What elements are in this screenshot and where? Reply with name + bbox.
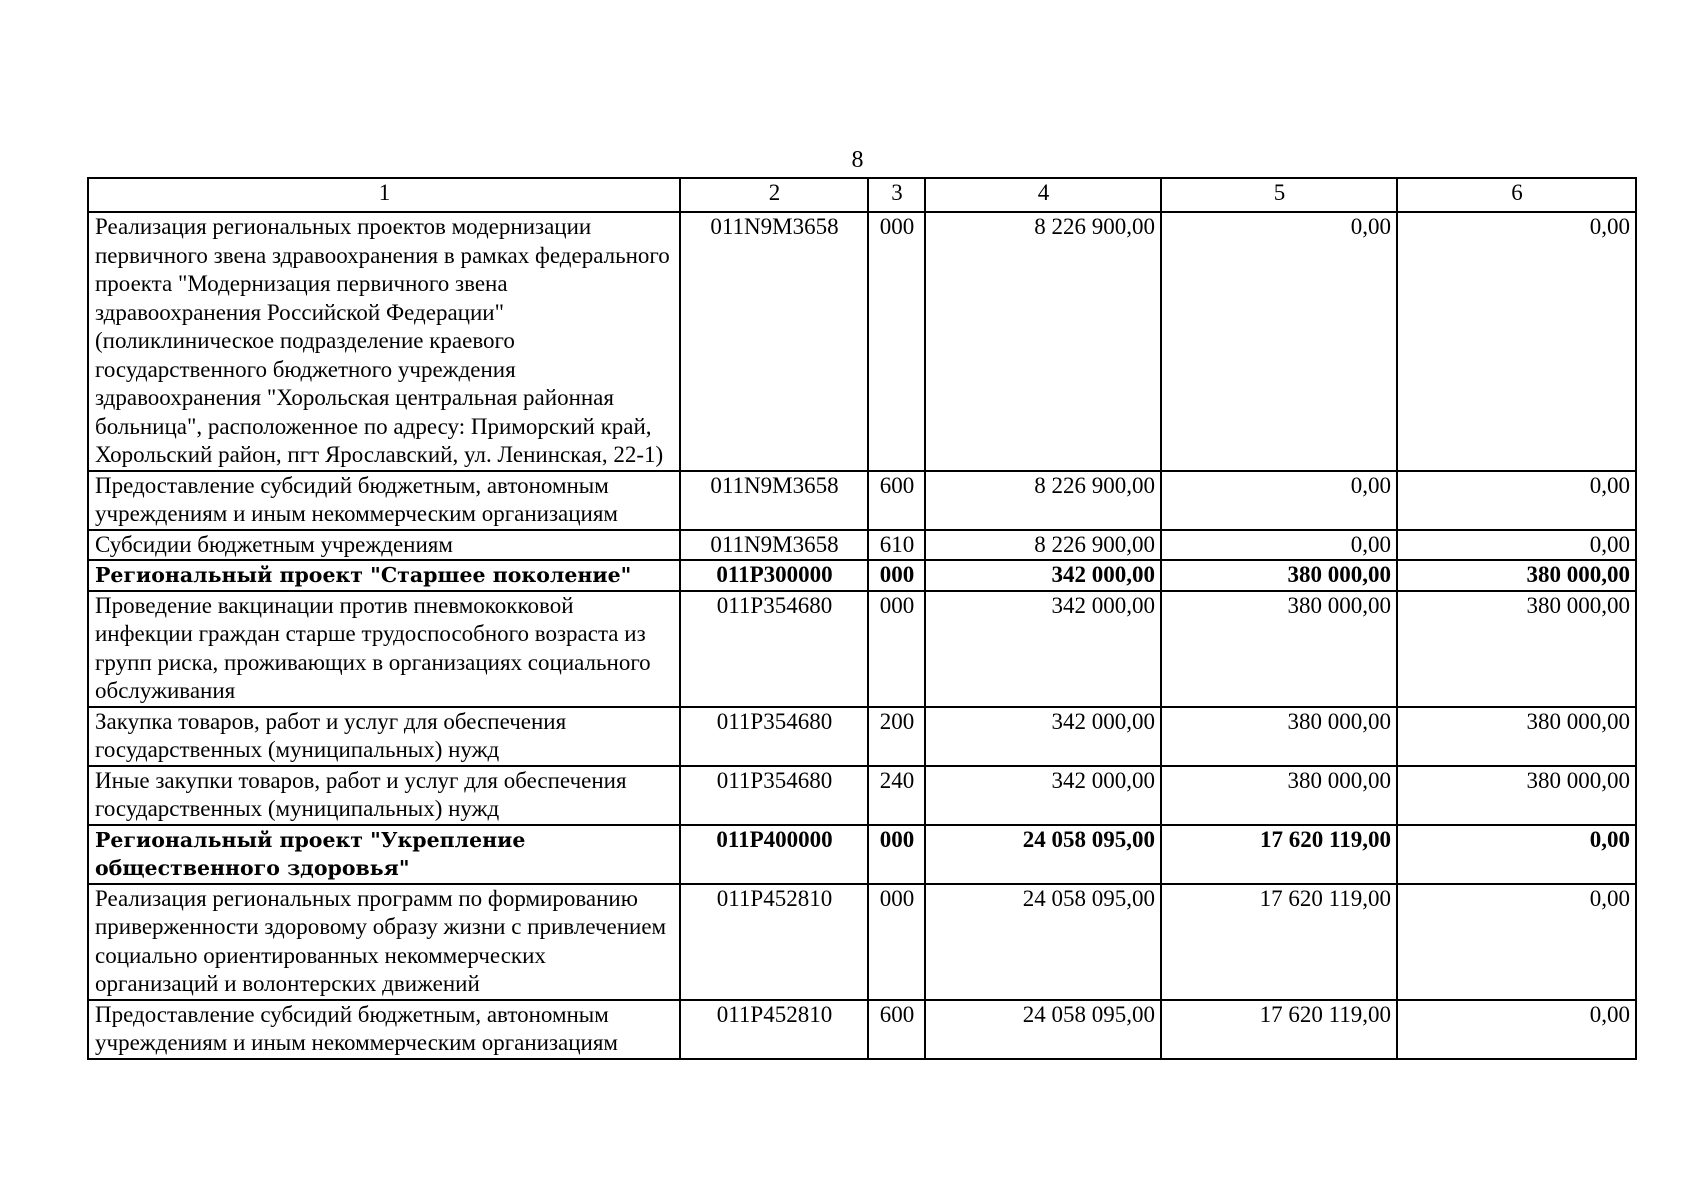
row-value-cell: 8 226 900,00 [925, 530, 1161, 561]
row-type-cell: 610 [868, 530, 925, 561]
row-code-cell: 011P400000 [680, 825, 868, 884]
row-code-cell: 011P300000 [680, 560, 868, 591]
row-name-cell: Предоставление субсидий бюджетным, автономным учреждениям и иным некоммерческим организациям [88, 1000, 680, 1059]
table-row [88, 707, 1636, 766]
row-code-cell: 011N9M3658 [680, 471, 868, 530]
row-value-cell: 380 000,00 [1161, 591, 1397, 707]
table-row [88, 471, 1636, 530]
row-type-cell: 240 [868, 766, 925, 825]
row-value-cell: 342 000,00 [925, 591, 1161, 707]
table-row [88, 530, 1636, 561]
row-value-cell: 0,00 [1161, 471, 1397, 530]
row-value-cell: 24 058 095,00 [925, 825, 1161, 884]
row-value-cell: 0,00 [1397, 530, 1636, 561]
row-value-cell: 17 620 119,00 [1161, 1000, 1397, 1059]
table-row-section [88, 825, 1636, 884]
column-header: 6 [1397, 178, 1636, 212]
row-type-cell: 000 [868, 825, 925, 884]
row-name-cell: Иные закупки товаров, работ и услуг для обеспечения государственных (муниципальных) нужд [88, 766, 680, 825]
column-header: 5 [1161, 178, 1397, 212]
row-value-cell: 342 000,00 [925, 766, 1161, 825]
row-value-cell: 0,00 [1397, 825, 1636, 884]
row-value-cell: 0,00 [1397, 471, 1636, 530]
row-value-cell: 24 058 095,00 [925, 1000, 1161, 1059]
row-type-cell: 600 [868, 1000, 925, 1059]
table-row-section [88, 560, 1636, 591]
row-code-cell: 011P452810 [680, 1000, 868, 1059]
row-code-cell: 011P354680 [680, 766, 868, 825]
row-value-cell: 0,00 [1397, 212, 1636, 471]
row-value-cell: 380 000,00 [1397, 591, 1636, 707]
row-name-cell: Субсидии бюджетным учреждениям [88, 530, 680, 561]
row-type-cell: 600 [868, 471, 925, 530]
row-name-cell: Предоставление субсидий бюджетным, автономным учреждениям и иным некоммерческим организациям [88, 471, 680, 530]
row-code-cell: 011P354680 [680, 707, 868, 766]
row-value-cell: 8 226 900,00 [925, 212, 1161, 471]
table-body [88, 212, 1636, 1059]
row-value-cell: 342 000,00 [925, 707, 1161, 766]
row-type-cell: 000 [868, 212, 925, 471]
row-name-cell: Реализация региональных проектов модернизации первичного звена здравоохранения в рамках федерального проекта "Модернизация первичного звена здравоохранения Российской Федерации" (поликлиническое подразделение краевого государственного бюджетного учреждения здравоохранения "Хорольская центральная районная больница", расположенное по адресу: Приморский край, Хорольский район, пгт Ярославский, ул. Ленинская, 22-1) [88, 212, 680, 471]
row-value-cell: 17 620 119,00 [1161, 884, 1397, 1000]
row-value-cell: 8 226 900,00 [925, 471, 1161, 530]
row-value-cell: 17 620 119,00 [1161, 825, 1397, 884]
row-value-cell: 380 000,00 [1161, 560, 1397, 591]
header-row [88, 178, 1636, 212]
row-value-cell: 24 058 095,00 [925, 884, 1161, 1000]
row-type-cell: 000 [868, 560, 925, 591]
budget-table [87, 177, 1637, 1060]
row-type-cell: 200 [868, 707, 925, 766]
row-name-cell: Региональный проект "Старшее поколение" [88, 560, 680, 591]
row-value-cell: 380 000,00 [1397, 707, 1636, 766]
column-header: 3 [868, 178, 925, 212]
row-code-cell: 011P452810 [680, 884, 868, 1000]
table-row [88, 884, 1636, 1000]
row-code-cell: 011N9M3658 [680, 530, 868, 561]
column-header: 1 [88, 178, 680, 212]
row-code-cell: 011P354680 [680, 591, 868, 707]
row-value-cell: 0,00 [1161, 212, 1397, 471]
table-row [88, 212, 1636, 471]
row-value-cell: 380 000,00 [1397, 766, 1636, 825]
row-value-cell: 380 000,00 [1161, 707, 1397, 766]
page-number: 8 [851, 147, 864, 173]
column-header: 2 [680, 178, 868, 212]
column-header: 4 [925, 178, 1161, 212]
row-value-cell: 380 000,00 [1397, 560, 1636, 591]
table-row [88, 1000, 1636, 1059]
row-code-cell: 011N9M3658 [680, 212, 868, 471]
row-value-cell: 0,00 [1397, 884, 1636, 1000]
row-name-cell: Закупка товаров, работ и услуг для обеспечения государственных (муниципальных) нужд [88, 707, 680, 766]
row-value-cell: 380 000,00 [1161, 766, 1397, 825]
row-value-cell: 0,00 [1397, 1000, 1636, 1059]
table-row [88, 591, 1636, 707]
row-name-cell: Региональный проект "Укрепление общественного здоровья" [88, 825, 680, 884]
row-name-cell: Реализация региональных программ по формированию приверженности здоровому образу жизни с привлечением социально ориентированных некоммерческих организаций и волонтерских движений [88, 884, 680, 1000]
row-name-cell: Проведение вакцинации против пневмококковой инфекции граждан старше трудоспособного возраста из групп риска, проживающих в организациях социального обслуживания [88, 591, 680, 707]
row-value-cell: 0,00 [1161, 530, 1397, 561]
row-value-cell: 342 000,00 [925, 560, 1161, 591]
row-type-cell: 000 [868, 591, 925, 707]
table-row [88, 766, 1636, 825]
row-type-cell: 000 [868, 884, 925, 1000]
